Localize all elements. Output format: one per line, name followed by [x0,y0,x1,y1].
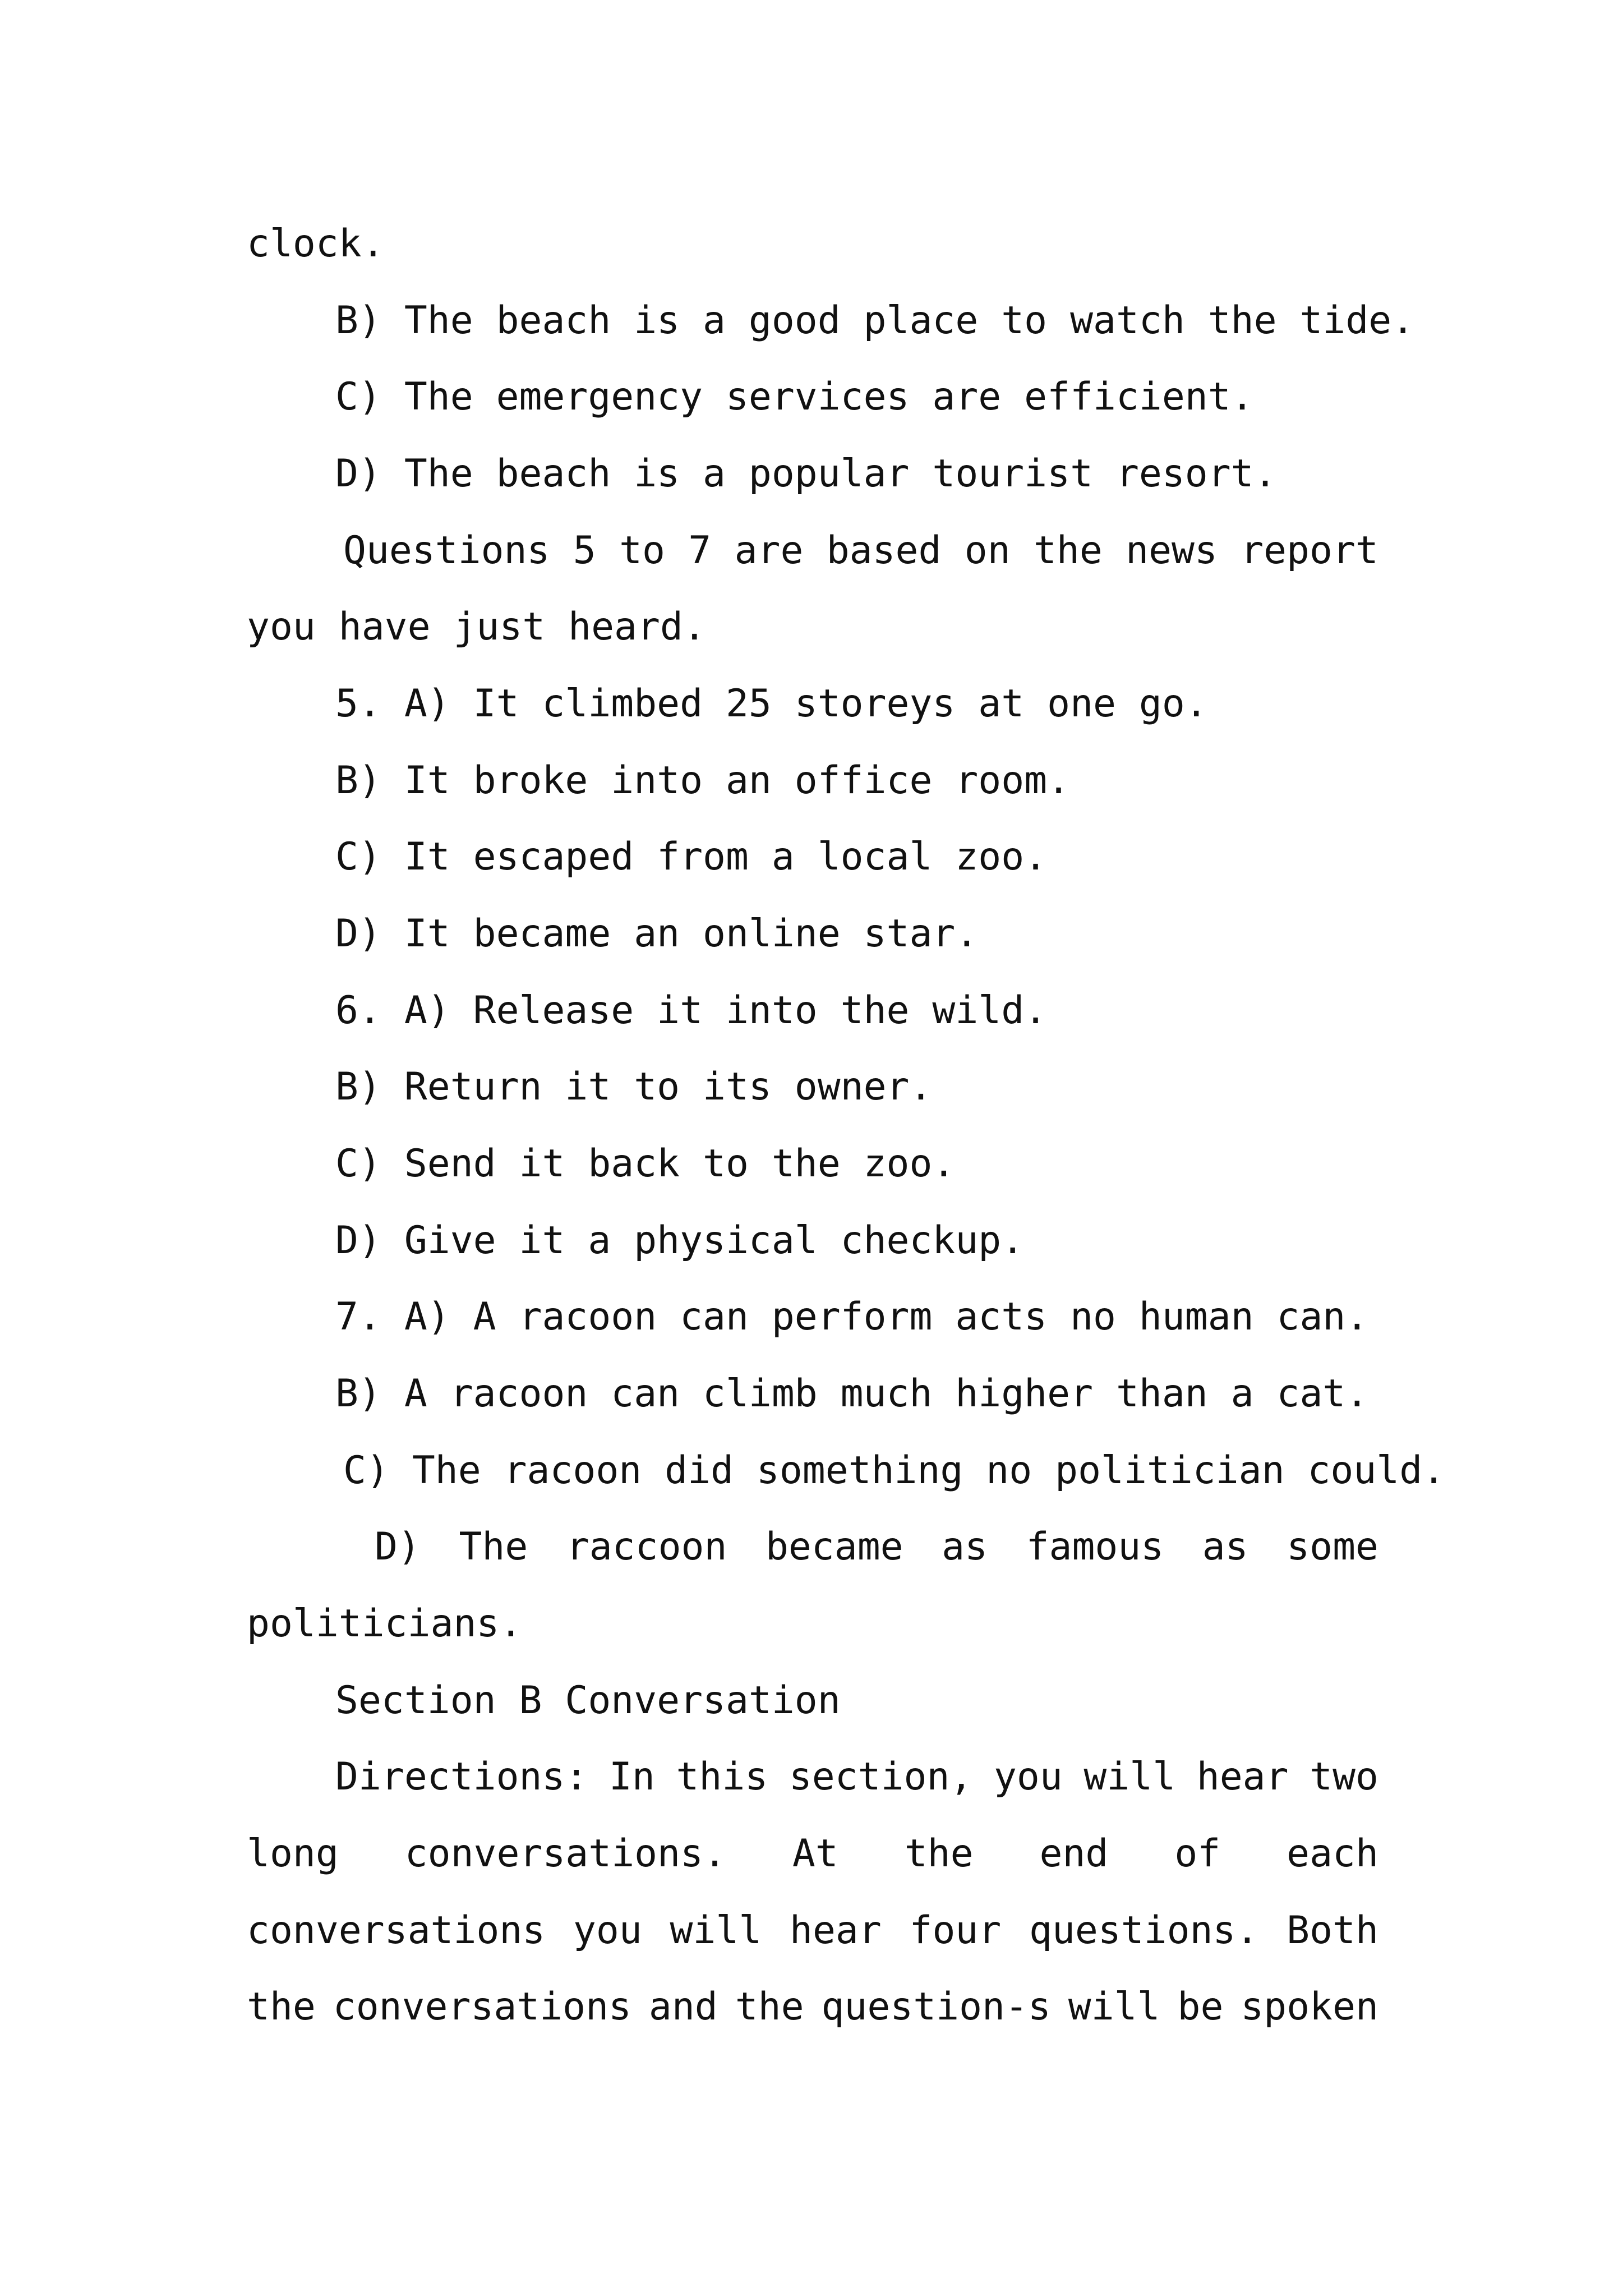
directions-line [247,1826,1378,1882]
text-line: clock. [247,222,385,266]
word: 7 [688,528,712,573]
word: spoken [1241,1985,1378,2029]
word: as [1202,1525,1248,1569]
word: Questions [343,528,550,573]
word: you [573,1908,642,1953]
word: will [1083,1755,1176,1799]
word: question-s [821,1985,1051,2029]
word: Both [1287,1908,1378,1953]
option-c-line: C) Send it back to the zoo. [335,1142,956,1186]
word: At [792,1832,838,1876]
word: D) [375,1525,421,1569]
questions-intro-line [343,523,1378,579]
text-line: politicians. [247,1602,523,1646]
word: end [1039,1832,1109,1876]
word: hear [790,1908,882,1953]
word: conversations [333,1985,631,2029]
question-7-line: 7. A) A racoon can perform acts no human can. [335,1295,1369,1339]
word: the [247,1985,316,2029]
word: section, [789,1755,973,1799]
word: conversations [247,1908,546,1953]
word: the [904,1832,974,1876]
question-5-line: 5. A) It climbed 25 storeys at one go. [335,682,1208,726]
option-c-line: C) It escaped from a local zoo. [335,835,1048,879]
option-c-line: C) The emergency services are efficient. [335,375,1254,419]
word: each [1287,1832,1378,1876]
word: this [676,1755,768,1799]
word: the [735,1985,804,2029]
word: news [1126,528,1218,573]
word: four [909,1908,1002,1953]
word: 5 [573,528,596,573]
question-6-line: 6. A) Release it into the wild. [335,988,1048,1033]
word: to [619,528,665,573]
word: long [247,1832,339,1876]
option-b-line: B) Return it to its owner. [335,1065,933,1109]
option-c-line: C) The racoon did something no politician could. [343,1448,1446,1493]
word: as [942,1525,988,1569]
option-d-line [375,1519,1378,1575]
word: are [734,528,804,573]
option-d-line: D) Give it a physical checkup. [335,1218,1025,1263]
option-d-line: D) The beach is a popular tourist resort. [335,452,1277,496]
word: the [1033,528,1103,573]
word: you [993,1755,1063,1799]
word: will [670,1908,762,1953]
word: became [765,1525,903,1569]
option-d-line: D) It became an online star. [335,912,979,956]
word: and [648,1985,718,2029]
word: will [1068,1985,1160,2029]
word: based [826,528,942,573]
directions-line [335,1749,1378,1805]
option-b-line: B) The beach is a good place to watch the tide. [335,298,1415,343]
word: The [459,1525,528,1569]
word: raccoon [566,1525,727,1569]
directions-line [247,1979,1378,2035]
word: of [1174,1832,1221,1876]
directions-line [247,1903,1378,1959]
word: hear [1196,1755,1289,1799]
word: Directions: [335,1755,588,1799]
word: be [1177,1985,1224,2029]
word: conversations. [404,1832,726,1876]
word: famous [1026,1525,1164,1569]
text-line: you have just heard. [247,605,706,649]
option-b-line: B) A racoon can climb much higher than a cat. [335,1372,1369,1416]
word: In [608,1755,655,1799]
option-b-line: B) It broke into an office room. [335,758,1071,803]
section-heading: Section B Conversation [335,1678,841,1723]
word: some [1287,1525,1378,1569]
word: on [964,528,1011,573]
word: questions. [1029,1908,1259,1953]
word: two [1310,1755,1378,1799]
word: report [1241,528,1378,573]
